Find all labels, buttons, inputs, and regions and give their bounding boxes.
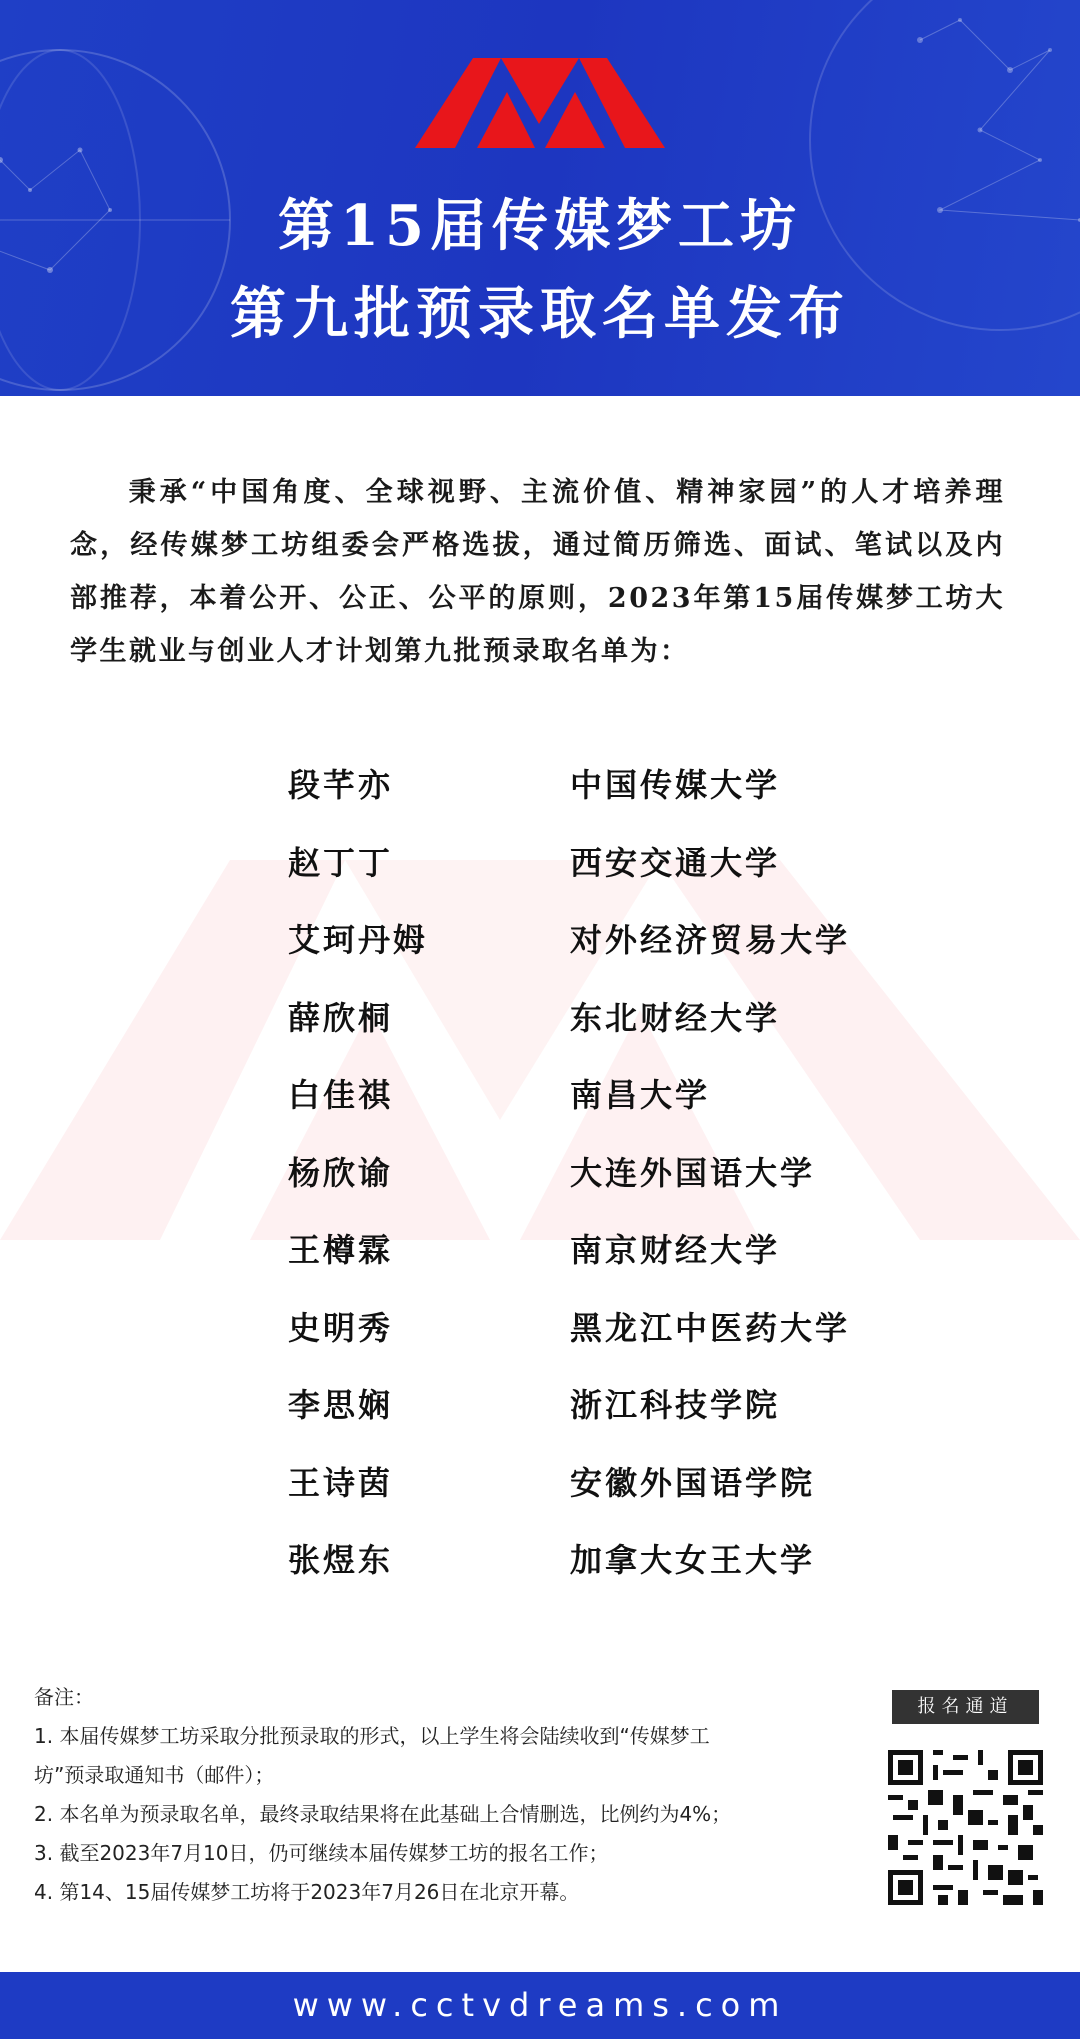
- note-line: 2. 本名单为预录取名单，最终录取结果将在此基础上合情删选，比例约为4%；: [34, 1802, 732, 1826]
- school-name: 东北财经大学: [570, 998, 781, 1037]
- school-name: 西安交通大学: [570, 843, 781, 882]
- registration-badge: 报名通道: [892, 1690, 1039, 1724]
- qr-code-icon[interactable]: [888, 1750, 1043, 1905]
- school-name: 大连外国语大学: [570, 1153, 816, 1192]
- student-name: 李思娴: [288, 1386, 394, 1424]
- logo-watermark-icon: [0, 840, 1080, 1240]
- school-name: 黑龙江中医药大学: [570, 1308, 851, 1347]
- cctv-dreams-logo-icon: [415, 58, 665, 148]
- student-name: 艾珂丹姆: [288, 921, 429, 959]
- school-name: 中国传媒大学: [570, 766, 781, 804]
- student-name: 赵丁丁: [288, 843, 394, 882]
- note-line: 4. 第14、15届传媒梦工坊将于2023年7月26日在北京开幕。: [34, 1880, 580, 1904]
- note-line: 3. 截至2023年7月10日，仍可继续本届传媒梦工坊的报名工作；: [34, 1841, 609, 1865]
- school-name: 浙江科技学院: [570, 1386, 781, 1424]
- student-name: 史明秀: [288, 1308, 394, 1347]
- student-name: 白佳祺: [288, 1076, 394, 1114]
- intro-paragraph: [70, 466, 1005, 678]
- student-name: 薛欣桐: [288, 998, 394, 1037]
- student-name: 王诗茵: [288, 1463, 394, 1502]
- page-title-line1: 第15届传媒梦工坊: [278, 193, 802, 259]
- footer-url[interactable]: www.cctvdreams.com: [0, 1972, 1080, 2039]
- student-name: 王樽霖: [288, 1231, 394, 1269]
- note-line: 1. 本届传媒梦工坊采取分批预录取的形式，以上学生将会陆续收到“传媒梦工: [34, 1724, 710, 1748]
- notes-section: [34, 1678, 854, 1912]
- notes-heading: 备注：: [34, 1685, 94, 1709]
- header-banner: [0, 0, 1080, 396]
- school-name: 加拿大女王大学: [570, 1541, 816, 1579]
- note-line: 坊”预录取通知书（邮件）；: [34, 1763, 275, 1787]
- school-name: 南京财经大学: [570, 1231, 781, 1269]
- student-name: 张煜东: [288, 1541, 394, 1579]
- page-title-line2: 第九批预录取名单发布: [230, 281, 850, 347]
- school-name: 安徽外国语学院: [570, 1463, 816, 1502]
- school-name: 南昌大学: [570, 1076, 711, 1114]
- student-name: 段芊亦: [288, 766, 394, 804]
- school-name: 对外经济贸易大学: [570, 921, 851, 959]
- intro-text: 秉承“中国角度、全球视野、主流价值、精神家园”的人才培养理念，经传媒梦工坊组委会严格选拔，通过简历筛选、面试、笔试以及内部推荐，本着公开、公正、公平的原则，2023年第15届传媒梦工坊大学生就业与创业人才计划第九批预录取名单为：: [70, 477, 1005, 667]
- student-name: 杨欣谕: [288, 1153, 394, 1192]
